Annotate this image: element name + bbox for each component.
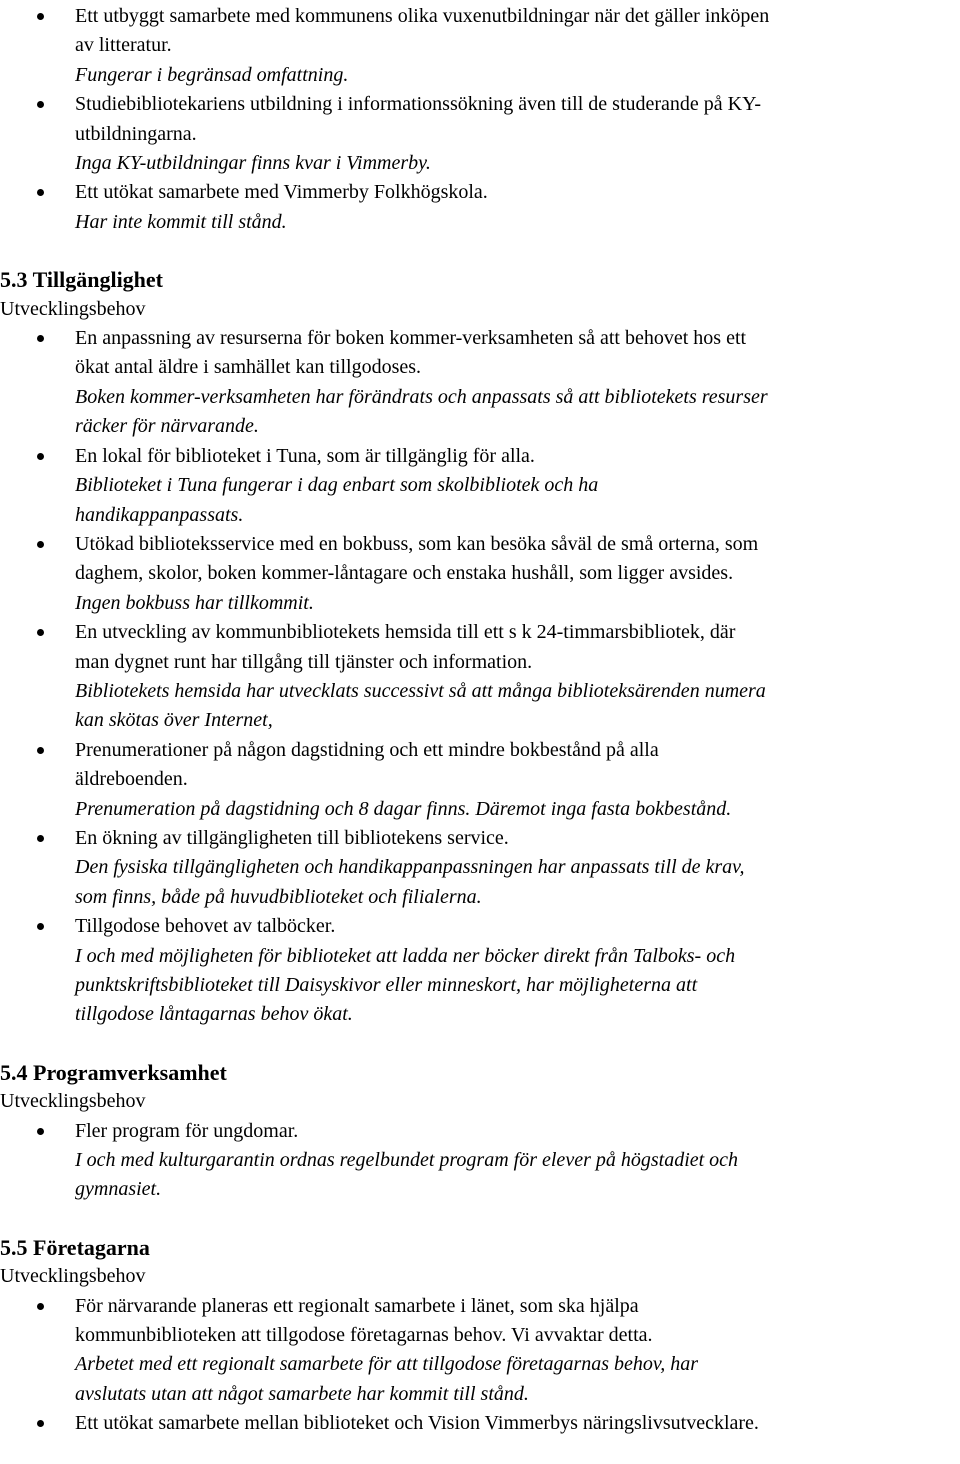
item-comment-line: Fungerar i begränsad omfattning. xyxy=(75,63,349,86)
item-text-line: äldreboenden. xyxy=(75,768,188,791)
item-text-line: Utökad biblioteksservice med en bokbuss, som kan besöka såväl de små orterna, som xyxy=(75,532,759,555)
item-text-line: Studiebibliotekariens utbildning i informationssökning även till de studerande på KY- xyxy=(75,93,761,116)
item-text-line: En anpassning av resurserna för boken kommer-verksamheten så att behovet hos ett xyxy=(75,327,747,350)
item-text-line: Ett utökat samarbete mellan biblioteket och Vision Vimmerbys näringslivsutvecklare. xyxy=(75,1412,759,1435)
item-text-line: En lokal för biblioteket i Tuna, som är tillgänglig för alla. xyxy=(75,444,535,467)
bullet-icon xyxy=(37,453,44,460)
item-comment-line: räcker för närvarande. xyxy=(75,415,259,438)
item-comment-line: punktskriftsbiblioteket till Daisyskivor eller minneskort, har möjligheterna att xyxy=(75,974,698,996)
list-item xyxy=(0,442,960,530)
bullet-icon xyxy=(37,1420,44,1427)
item-comment-line: Prenumeration på dagstidning och 8 dagar finns. Däremot inga fasta bokbestånd. xyxy=(75,797,732,820)
section-list xyxy=(0,1292,960,1439)
item-text-line: daghem, skolor, boken kommer-låntagare och enstaka hushåll, som ligger avsides. xyxy=(75,562,734,585)
item-text-line: utbildningarna. xyxy=(75,122,197,145)
item-text-line: En ökning av tillgängligheten till bibliotekens service. xyxy=(75,826,509,849)
item-comment-line: Ingen bokbuss har tillkommit. xyxy=(75,591,314,614)
section-list xyxy=(0,1117,960,1205)
list-item xyxy=(0,1117,960,1205)
item-text-line: En utveckling av kommunbibliotekets hemsida till ett s k 24-timmarsbibliotek, där xyxy=(75,621,736,644)
item-comment-line: I och med möjligheten för biblioteket att ladda ner böcker direkt från Talboks- och xyxy=(75,944,736,967)
item-text-line: För närvarande planeras ett regionalt samarbete i länet, som ska hjälpa xyxy=(75,1294,639,1317)
item-text-line: ökat antal äldre i samhället kan tillgodoses. xyxy=(75,356,422,379)
item-text-line: Tillgodose behovet av talböcker. xyxy=(75,915,336,938)
item-comment-line: Boken kommer-verksamheten har förändrats och anpassats så att bibliotekets resurser xyxy=(75,385,768,408)
bullet-icon xyxy=(37,629,44,636)
bullet-icon xyxy=(37,13,44,20)
list-item xyxy=(0,1292,960,1410)
section-5-3 xyxy=(0,265,960,1030)
item-comment-line: Bibliotekets hemsida har utvecklats successivt så att många biblioteksärenden numera xyxy=(75,679,766,702)
section-heading: 5.3 Tillgänglighet xyxy=(0,267,164,293)
item-comment-line: Biblioteket i Tuna fungerar i dag enbart som skolbibliotek och ha xyxy=(75,474,599,497)
item-comment-line: Den fysiska tillgängligheten och handikappanpassningen har anpassats till de krav, xyxy=(75,856,745,879)
item-text-line: Ett utökat samarbete med Vimmerby Folkhögskola. xyxy=(75,181,488,204)
item-text-line: Fler program för ungdomar. xyxy=(75,1119,299,1142)
bullet-icon xyxy=(37,1303,44,1310)
item-comment-line: I och med kulturgarantin ordnas regelbundet program för elever på högstadiet och xyxy=(75,1149,739,1172)
spacer xyxy=(0,1205,960,1233)
item-comment-line: tillgodose låntagarnas behov ökat. xyxy=(75,1003,353,1026)
section-subheading: Utvecklingsbehov xyxy=(0,297,146,320)
item-text-line: man dygnet runt har tillgång till tjänster och information. xyxy=(75,650,533,673)
list-item xyxy=(0,178,960,237)
list-item xyxy=(0,824,960,912)
list-item xyxy=(0,324,960,442)
list-item xyxy=(0,1409,960,1438)
section-5-5 xyxy=(0,1233,960,1439)
list-item xyxy=(0,912,960,1030)
list-item xyxy=(0,618,960,736)
section-subheading: Utvecklingsbehov xyxy=(0,1265,146,1288)
item-comment-line: handikappanpassats. xyxy=(75,503,244,526)
list-item xyxy=(0,90,960,178)
item-text-line: kommunbiblioteken att tillgodose företagarnas behov. Vi avvaktar detta. xyxy=(75,1324,653,1347)
item-text-line: Prenumerationer på någon dagstidning och ett mindre bokbestånd på alla xyxy=(75,738,659,761)
list-item xyxy=(0,530,960,618)
bullet-icon xyxy=(37,835,44,842)
item-text-line: Ett utbyggt samarbete med kommunens olika vuxenutbildningar när det gäller inköpen xyxy=(75,5,770,27)
bullet-icon xyxy=(37,101,44,108)
section-list xyxy=(0,324,960,1030)
top-list xyxy=(0,0,960,237)
bullet-icon xyxy=(37,1128,44,1135)
bullet-icon xyxy=(37,923,44,930)
list-item xyxy=(0,736,960,824)
list-item xyxy=(0,2,960,90)
item-comment-line: gymnasiet. xyxy=(75,1178,162,1201)
bullet-icon xyxy=(37,189,44,196)
bullet-icon xyxy=(37,747,44,754)
spacer xyxy=(0,1030,960,1058)
section-5-4 xyxy=(0,1058,960,1205)
item-comment-line: som finns, både på huvudbiblioteket och filialerna. xyxy=(75,885,482,908)
spacer xyxy=(0,237,960,265)
item-comment-line: Inga KY-utbildningar finns kvar i Vimmerby. xyxy=(75,152,431,175)
bullet-icon xyxy=(37,541,44,548)
item-comment-line: Har inte kommit till stånd. xyxy=(75,210,287,233)
section-subheading: Utvecklingsbehov xyxy=(0,1090,146,1113)
section-heading: 5.4 Programverksamhet xyxy=(0,1059,227,1085)
item-text-line: av litteratur. xyxy=(75,34,172,57)
item-comment-line: Arbetet med ett regionalt samarbete för att tillgodose företagarnas behov, har xyxy=(75,1353,699,1376)
section-heading: 5.5 Företagarna xyxy=(0,1234,150,1260)
item-comment-line: avslutats utan att något samarbete har kommit till stånd. xyxy=(75,1382,529,1405)
bullet-icon xyxy=(37,335,44,342)
item-comment-line: kan skötas över Internet, xyxy=(75,709,273,732)
